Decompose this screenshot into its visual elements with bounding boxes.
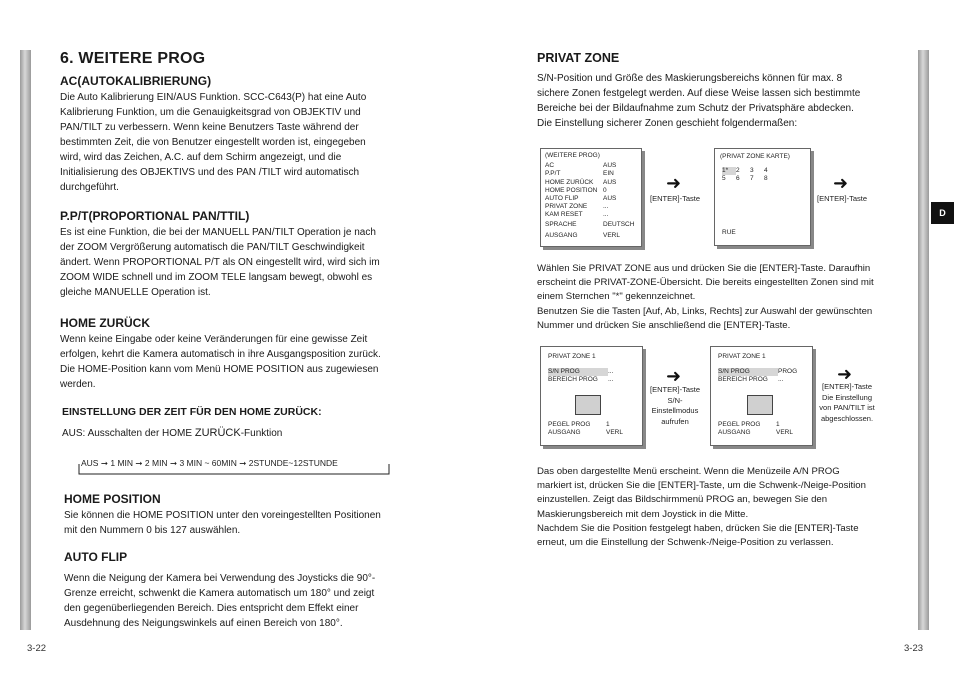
left-margin-bar: [20, 50, 31, 630]
home-return-text: Wenn keine Eingabe oder keine Veränderungen für eine gewisse Zeit erfolgen, kehrt die Kamera automatisch in ihre Ausgangsposition zurück. Die HOME-Position kann vom Menü HOME POSITION aus zugewiesen werden.: [60, 334, 381, 390]
caption-pan-tilt-done: [ENTER]-Taste Die Einstellung von PAN/TILT ist abgeschlossen.: [819, 382, 875, 423]
auto-flip-text: Wenn die Neigung der Kamera bei Verwendung des Joysticks die 90°- Grenze erreicht, schwenkt die Kamera automatisch um 180° und zeigt den gegenüberliegenden Bereich. Dies entspricht dem Effekt einer Ausdehnung des Neigungswinkels auf einen Bereich von 180°.: [64, 573, 376, 629]
aus-description: AUS: Ausschalten der HOME ZURÜCK-Funktion: [62, 427, 283, 439]
privat-zone-final-text: Das oben dargestellte Menü erscheint. Wenn die Menüzeile A/N PROG markiert ist, drücken Sie die [ENTER]-Taste, um die Schwenk-/Neige-Position einzustellen. Zeigt das Bildschirmmenü PROG an, bewegen Sie den Maskierungsbereich mit dem Joystick in die Mitte. Nachdem Sie die Position festgelegt haben, drücken Sie die [ENTER]-Taste erneut, um die Einstellung der Schwenk-/Neige-Position zu verlassen.: [537, 466, 866, 549]
privat-zone-intro: S/N-Position und Größe des Maskierungsbereichs können für max. 8 sichere Zonen festgelegt werden. Auf diese Weise lassen sich bestimmte Bereiche bei der Bildaufnahme zum Schutz der Privatsphäre abdecken. Die Einstellung sicherer Zonen geschieht folgendermaßen:: [537, 73, 861, 129]
sequence-loop-line: [75, 452, 395, 478]
menu-privat-zone-1-a: PRIVAT ZONE 1 S/N PROG ... BEREICH PROG ... PEGEL PROG 1 AUSGANG VERL: [540, 346, 643, 446]
caption-sn-mode: [ENTER]-Taste S/N- Einstellmodus aufrufen: [649, 385, 700, 426]
menu-privat-zone-karte: (PRIVAT ZONE KARTE) 1* 2 3 4 5 6 7 8 RUE: [714, 148, 811, 246]
ppt-heading: P.P/T(PROPORTIONAL PAN/TTIL): [60, 209, 250, 223]
page-number-right: 3-23: [904, 643, 924, 654]
home-return-sequence: [75, 452, 395, 478]
menu-privat-zone-1-b: PRIVAT ZONE 1 S/N PROG PROG BEREICH PROG ... PEGEL PROG 1 AUSGANG VERL: [710, 346, 813, 446]
ac-heading: AC(AUTOKALIBRIERUNG): [60, 74, 212, 88]
menu-weitere-prog: (WEITERE PROG) AC AUS P.P/T EIN HOME ZURÜCK AUS HOME POSITION 0 AUTO FLIP AUS PRIVAT ZONE ... KAM RESET ... SPRACHE DEUTSCH AUSGANG VERL: [540, 148, 642, 247]
right-margin-bar: [918, 50, 929, 630]
arrow-icon: ➜: [837, 364, 853, 384]
mask-area: [575, 395, 601, 415]
page-title: 6. WEITERE PROG: [60, 50, 206, 67]
home-position-heading: HOME POSITION: [64, 492, 161, 506]
language-tab: D: [931, 202, 954, 224]
home-position-text: Sie können die HOME POSITION unter den voreingestellten Positionen mit den Nummern 0 bis 127 auswählen.: [64, 510, 381, 536]
privat-zone-middle-text: Wählen Sie PRIVAT ZONE aus und drücken Sie die [ENTER]-Taste. Daraufhin erscheint die PRIVAT-ZONE-Übersicht. Die bereits eingestellten Zonen sind mit einem Sternchen "*" gekennzeichnet. Benutzen Sie die Tasten [Auf, Ab, Links, Rechts] zur Auswahl der gewünschten Nummer und drücken Sie anschließend die [ENTER]-Taste.: [537, 263, 874, 331]
home-return-subheading: EINSTELLUNG DER ZEIT FÜR DEN HOME ZURÜCK:: [62, 406, 322, 418]
ppt-text: Es ist eine Funktion, die bei der MANUELL PAN/TILT Operation je nach der ZOOM Vergrößerung automatisch die PAN/TILT Geschwindigkeit ändert. Wenn PROPORTIONAL P/T als ON eingestellt wird, wird sich im ZOOM WIDE schnell und im ZOOM TELE langsam bewegt, obwohl es gleiche MANUELLE Operation ist.: [60, 227, 380, 298]
enter-key-caption: [ENTER]-Taste: [649, 194, 700, 203]
arrow-icon: ➜: [666, 366, 682, 386]
arrow-icon: ➜: [666, 173, 682, 193]
page-number-left: 3-22: [27, 643, 47, 654]
home-return-heading: HOME ZURÜCK: [60, 316, 150, 330]
mask-area: [747, 395, 773, 415]
auto-flip-heading: AUTO FLIP: [64, 550, 128, 564]
privat-zone-heading: PRIVAT ZONE: [537, 51, 620, 65]
enter-key-caption: [ENTER]-Taste: [816, 194, 867, 203]
sequence-line: AUS ➞ 1 MIN ➞ 2 MIN ➞ 3 MIN ~ 60MIN ➞ 2STUNDE~12STUNDE: [81, 458, 338, 468]
ac-text: Die Auto Kalibrierung EIN/AUS Funktion. SCC-C643(P) hat eine Auto Kalibrierung Funktion, um die Genauigkeitsgrad von OBJEKTIV und PAN/TILT zu verbessern. Wenn keine Benutzers Taste während der bestimmten Zeit, die von Benutzer eingestellt worden ist, eingegeben wird, wird das Zeichen, A.C. auf dem Schirm angezeigt, und die Initialisierung des OBJEKTIVS und des PAN /TILT wird automatisch durchgeführt.: [60, 92, 367, 193]
arrow-icon: ➜: [833, 173, 849, 193]
